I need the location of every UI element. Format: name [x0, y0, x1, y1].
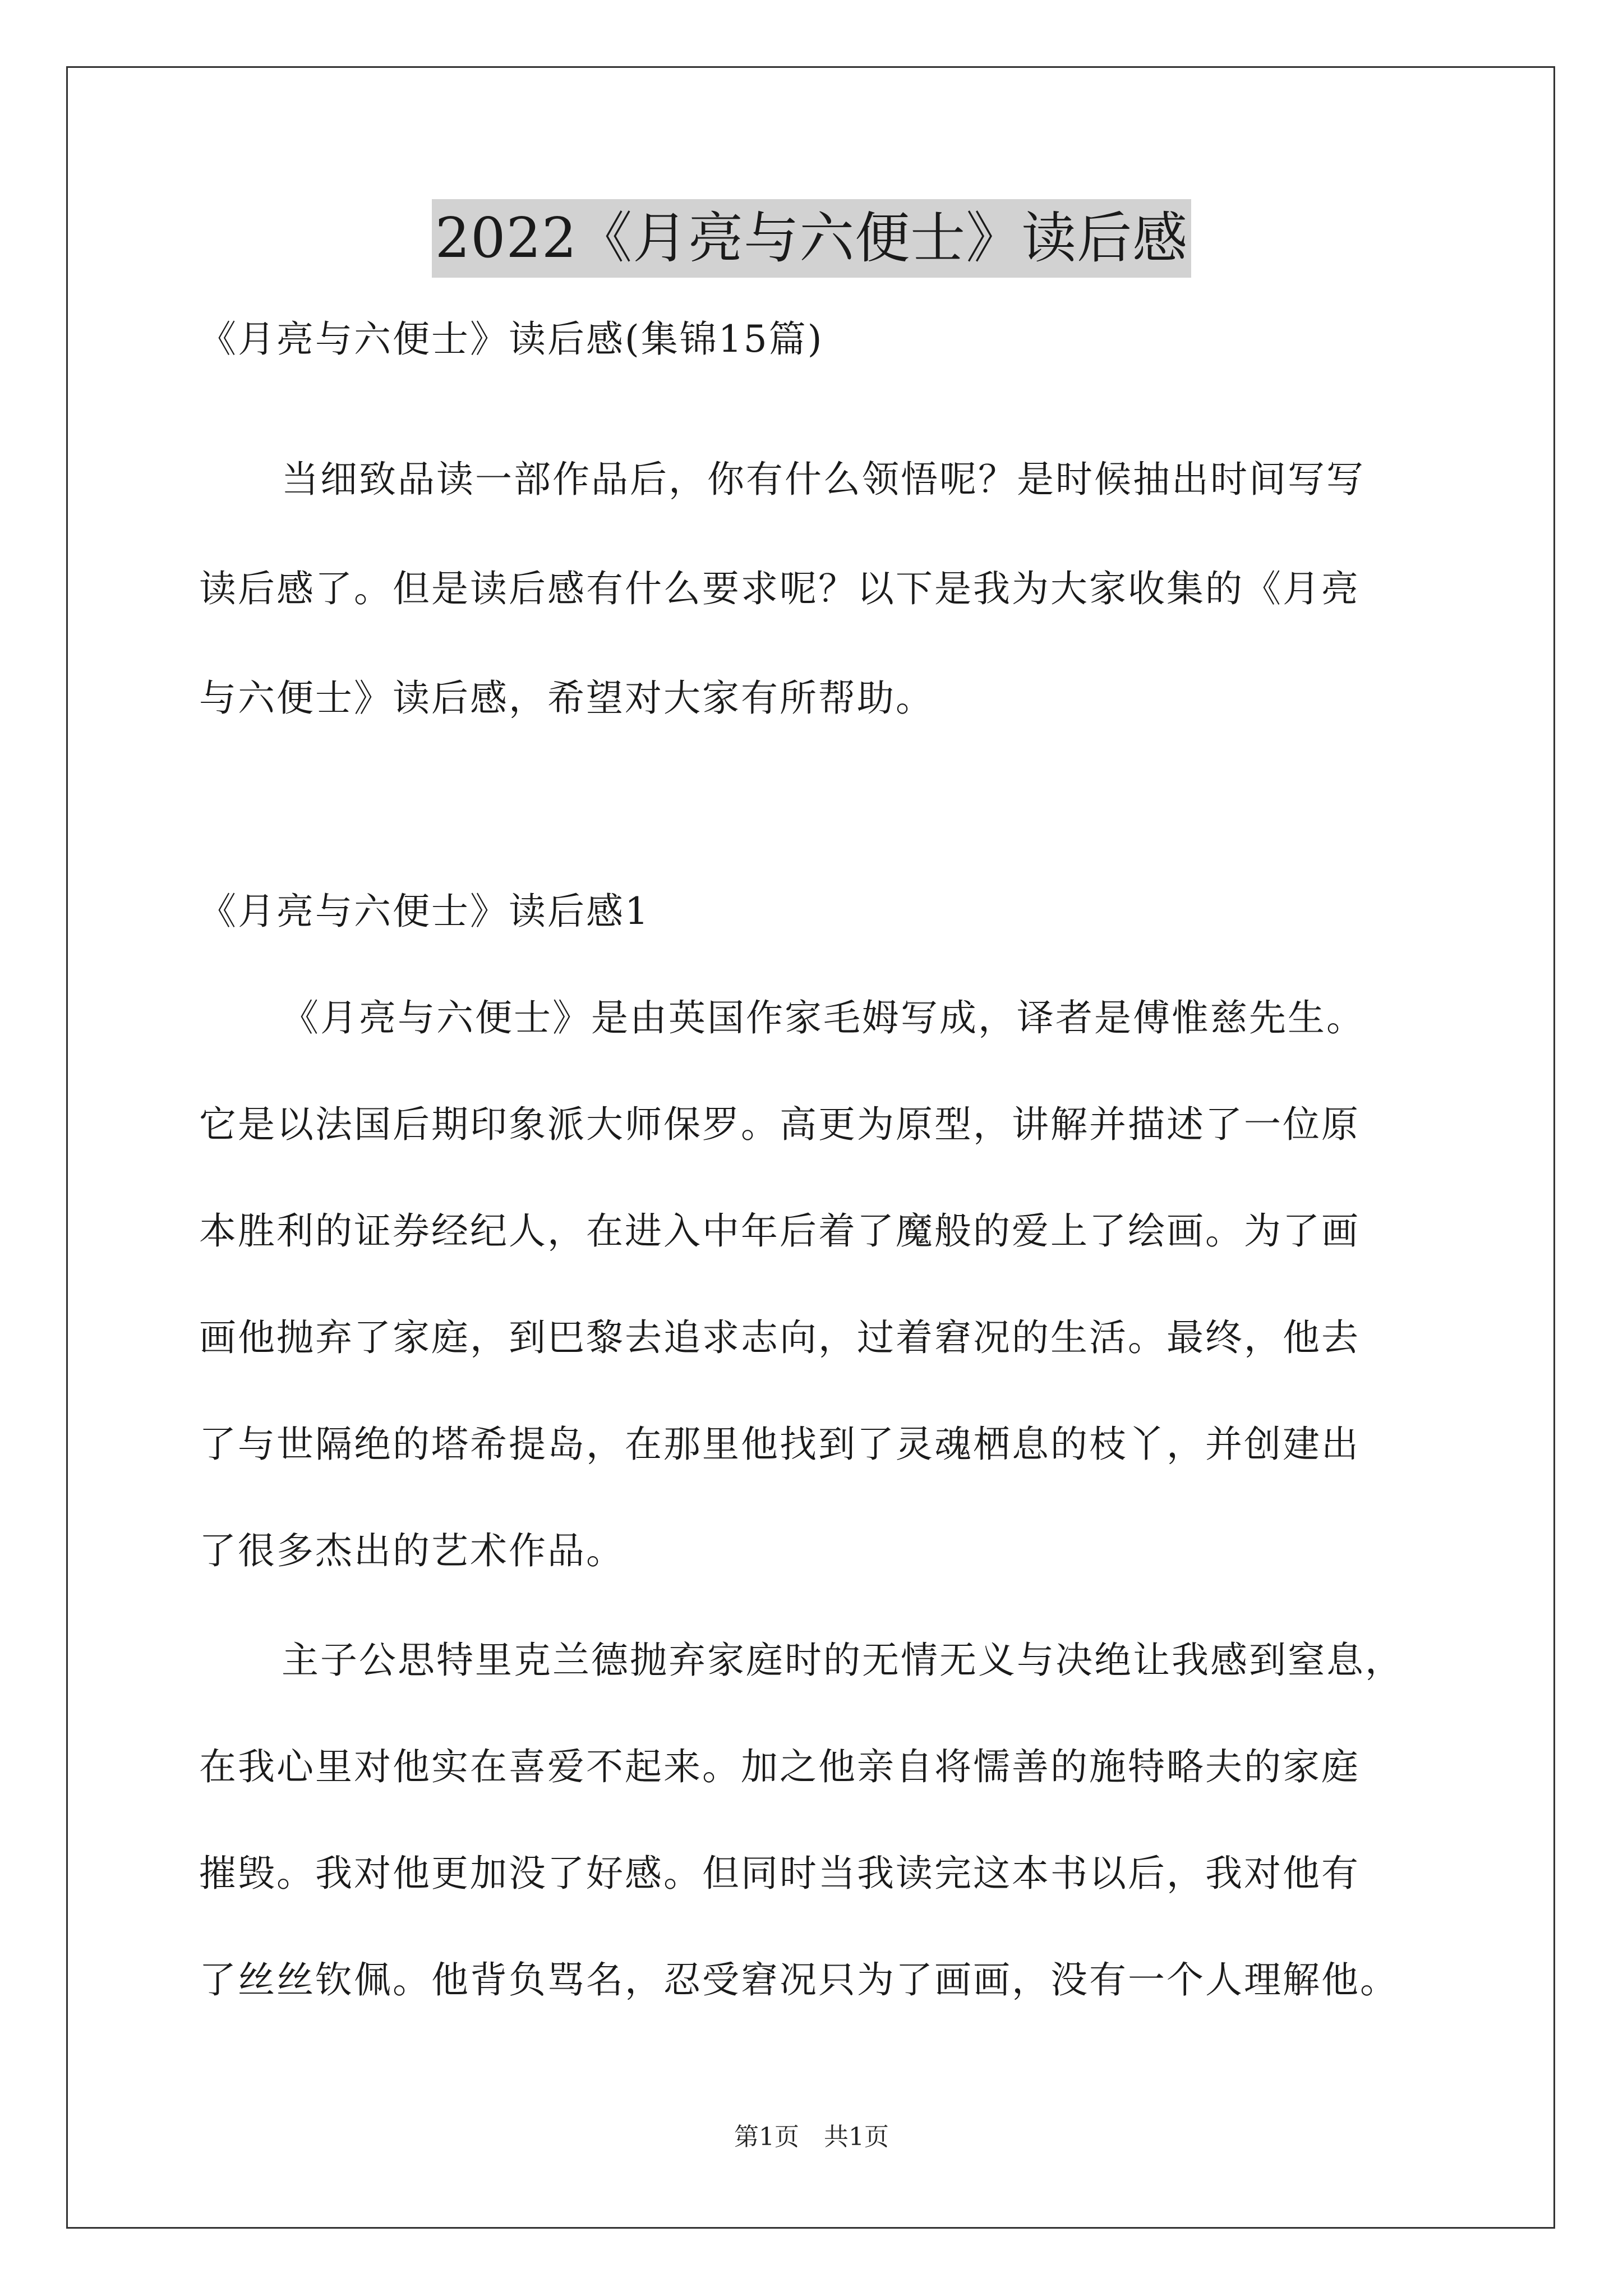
paragraph-line: 了丝丝钦佩。他背负骂名，忍受窘况只为了画画，没有一个人理解他。: [199, 1958, 1399, 2001]
paragraph-line: 了与世隔绝的塔希提岛，在那里他找到了灵魂栖息的枝丫，并创建出: [199, 1423, 1360, 1466]
paragraph-line: 主子公思特里克兰德抛弃家庭时的无情无义与决绝让我感到窒息，: [282, 1639, 1404, 1682]
document-subtitle: 《月亮与六便士》读后感(集锦15篇): [199, 318, 824, 361]
paragraph-line: 它是以法国后期印象派大师保罗。高更为原型，讲解并描述了一位原: [199, 1103, 1360, 1146]
intro-line: 读后感了。但是读后感有什么要求呢？以下是我为大家收集的《月亮: [199, 567, 1360, 610]
page-footer: 第1页 共1页: [734, 2123, 889, 2151]
paragraph-line: 了很多杰出的艺术作品。: [199, 1529, 625, 1572]
document-title: 2022《月亮与六便士》读后感: [432, 199, 1191, 278]
title-container: [0, 199, 1623, 278]
paragraph-line: 《月亮与六便士》是由英国作家毛姆写成，译者是傅惟慈先生。: [282, 996, 1365, 1039]
intro-line: 当细致品读一部作品后，你有什么领悟呢？是时候抽出时间写写: [282, 458, 1365, 501]
intro-line: 与六便士》读后感，希望对大家有所帮助。: [199, 677, 934, 720]
paragraph-line: 本胜利的证券经纪人，在进入中年后着了魔般的爱上了绘画。为了画: [199, 1209, 1360, 1253]
section-heading: 《月亮与六便士》读后感1: [199, 890, 650, 933]
page-border: [66, 66, 1555, 2229]
paragraph-line: 摧毁。我对他更加没了好感。但同时当我读完这本书以后，我对他有: [199, 1852, 1360, 1895]
paragraph-line: 在我心里对他实在喜爱不起来。加之他亲自将懦善的施特略夫的家庭: [199, 1745, 1360, 1788]
paragraph-line: 画他抛弃了家庭，到巴黎去追求志向，过着窘况的生活。最终，他去: [199, 1316, 1360, 1359]
